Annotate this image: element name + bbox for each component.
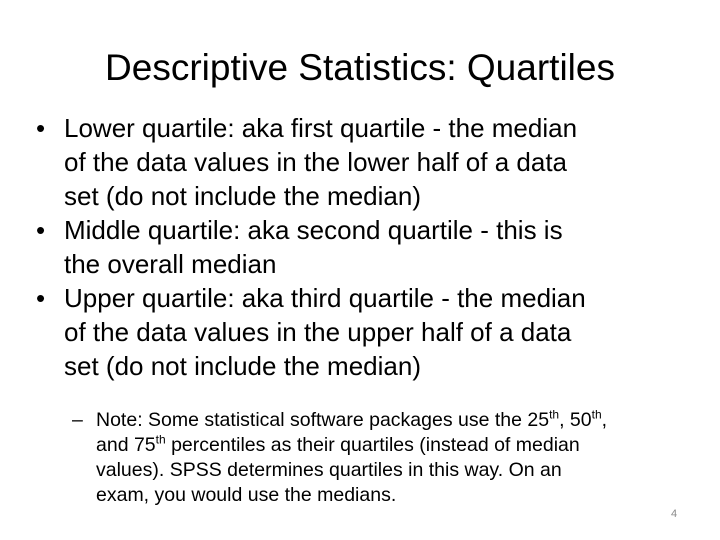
dash-marker: – [72,409,83,431]
bullet-line: Middle quartile: aka second quartile - this is [64,215,563,245]
bullet-line: Upper quartile: aka third quartile - the median [64,283,586,313]
note-line: exam, you would use the medians. [96,484,397,506]
bullet-line: set (do not include the median) [64,181,421,211]
page-number: 4 [670,508,678,520]
bullet-line: the overall median [64,249,277,279]
bullet-middle-quartile [36,213,696,281]
note-text: Note: Some statistical software packages use the 25 [96,409,550,431]
bullet-upper-quartile [36,281,696,383]
note-line [96,408,692,433]
note-line: values). SPSS determines quartiles in this way. On an [96,459,562,481]
bullet-lower-quartile [36,111,696,213]
superscript: th [155,432,166,447]
bullet-marker: • [36,215,46,245]
bullet-line: Lower quartile: aka first quartile - the median [64,113,578,143]
bullet-line: set (do not include the median) [64,351,421,381]
bullet-marker: • [36,283,46,313]
note-text: percentiles as their quartiles (instead of median [165,434,580,456]
sub-bullet-list [72,408,692,508]
note-text: , 50 [559,409,592,431]
slide-title: Descriptive Statistics: Quartiles [105,47,615,88]
bullet-list [36,111,696,383]
bullet-marker: • [36,113,46,143]
superscript: th [549,407,560,422]
note-text: , [601,409,608,431]
note-text: and 75 [96,434,156,456]
bullet-line: of the data values in the lower half of a data [64,147,568,177]
superscript: th [591,407,602,422]
bullet-line: of the data values in the upper half of a data [64,317,572,347]
note-item [72,408,692,508]
note-line [96,433,692,458]
